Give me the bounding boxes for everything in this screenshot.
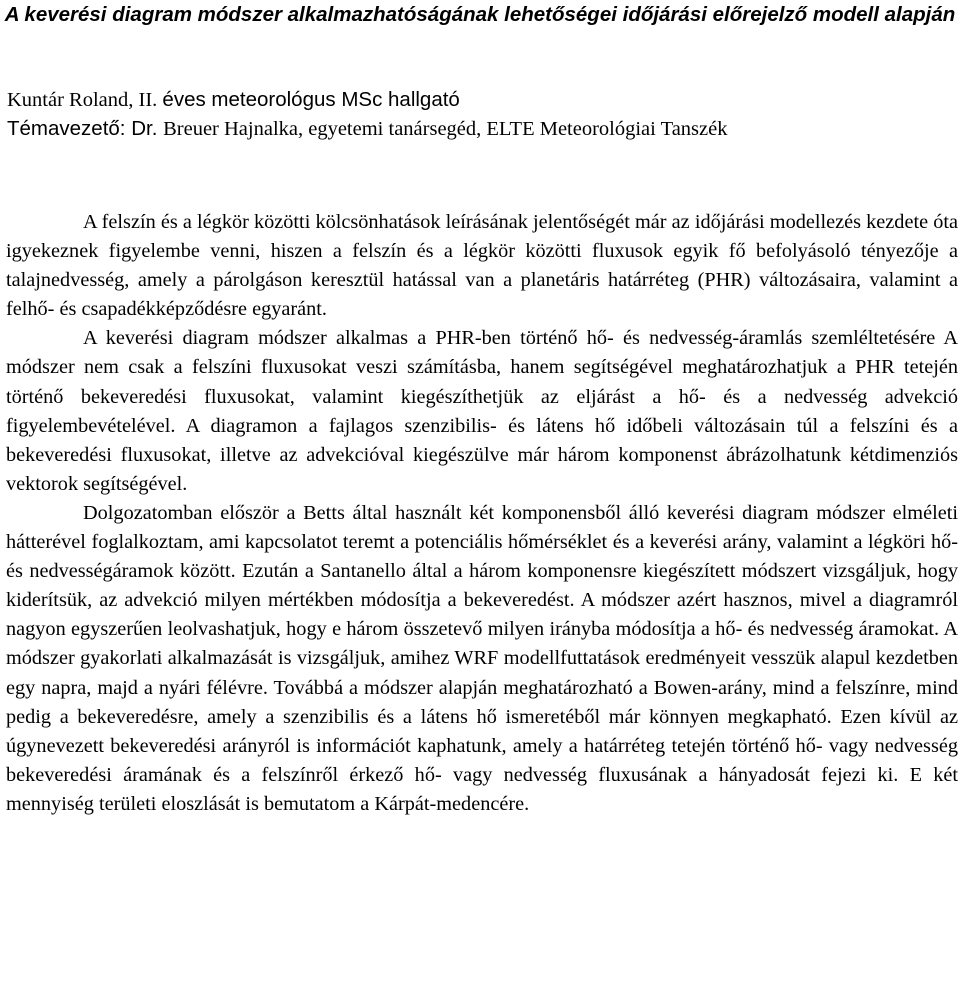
abstract-body <box>6 208 958 819</box>
paragraph-method: A keverési diagram módszer alkalmas a PHR-ben történő hő- és nedvesség-áramlás szemléltetésére A módszer nem csak a felszíni fluxusokat veszi számításba, hanem segítségével meghatározhatjuk a PHR tetején történő bekeveredési fluxusokat, valamint kiegészíthetjük az eljárást a hő- és a nedvesség advekció figyelembevételével. A diagramon a fajlagos szenzibilis- és látens hő időbeli változásain túl a felszíni és a bekeveredési fluxusokat, illetve az advekcióval kiegészülve már három komponenst ábrázolhatunk kétdimenziós vektorok segítségével. <box>6 327 958 495</box>
advisor-name: Breuer Hajnalka, egyetemi tanársegéd, ELTE Meteorológiai Tanszék <box>163 118 728 140</box>
paragraph-study: Dolgozatomban először a Betts által használt két komponensből álló keverési diagram módszer elméleti hátterével foglalkoztam, ami kapcsolatot teremt a potenciális hőmérséklet és a keverési arány, valamint a légköri hő- és nedvességáramok között. Ezután a Santanello által a három komponensre kiegészített módszert vizsgáljuk, hogy kiderítsük, az advekció milyen mértékben módosítja a bekeveredést. A módszer azért hasznos, mivel a diagramról nagyon egyszerűen leolvashatjuk, hogy e három összetevő milyen irányba módosítja a hő- és nedvesség áramokat. A módszer gyakorlati alkalmazását is vizsgáljuk, amihez WRF modellfuttatások eredményeit vesszük alapul kezdetben egy napra, majd a nyári félévre. Továbbá a módszer alapján meghatározható a Bowen-arány, mind a felszínre, mind pedig a bekeveredésre, amely a szenzibilis és a látens hő ismeretéből már könnyen megkapható. Ezen kívül az úgynevezett bekeveredési arányról is információt kaphatunk, amely a határréteg tetején történő hő- vagy nedvesség bekeveredési áramának és a felszínről érkező hő- vagy nedvesség fluxusának a hányadosát fejezi ki. E két mennyiség területi eloszlását is bemutatom a Kárpát-medencére. <box>6 501 958 815</box>
advisor-line <box>7 115 727 143</box>
paragraph-intro: A felszín és a légkör közötti kölcsönhatások leírásának jelentőségét már az időjárási modellezés kezdete óta igyekeznek figyelembe venni, hiszen a felszín és a légkör közötti fluxusok egyik fő befolyásoló tényezője a talajnedvesség, amely a párolgáson keresztül hatással van a planetáris határréteg (PHR) változásaira, valamint a felhő- és csapadékképződésre egyaránt. <box>6 211 958 321</box>
author-line <box>7 86 460 114</box>
author-name: Kuntár Roland, II. <box>7 89 163 111</box>
author-program: éves meteorológus MSc hallgató <box>162 88 460 111</box>
advisor-label: Témavezető: Dr. <box>7 117 164 140</box>
document-title: A keverési diagram módszer alkalmazhatóságának lehetőségei időjárási előrejelző modell alapján <box>4 3 956 26</box>
